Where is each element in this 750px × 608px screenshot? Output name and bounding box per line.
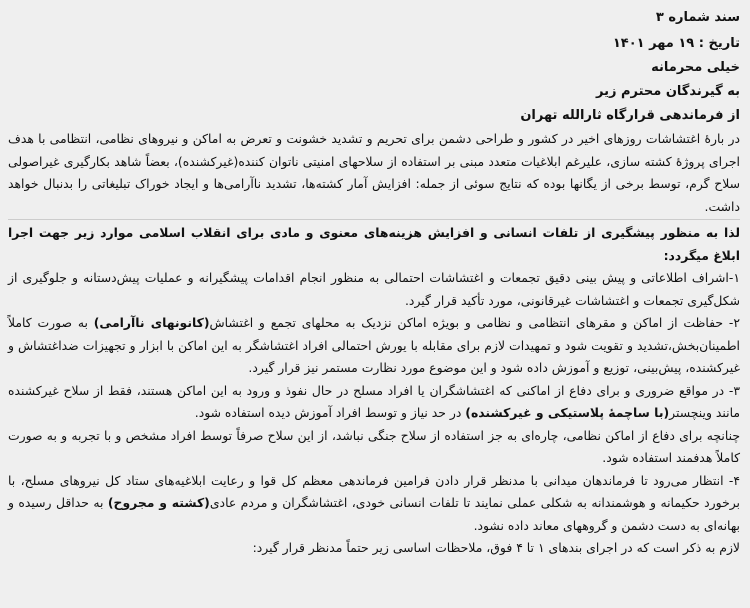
item-3-text-a: ۳- در مواقع ضروری و برای دفاع از اماکنی که اغتشاشگران یا افراد مسلح در حال نفوذ و ورود به این اماکن هستند، فقط از سلاح غیرکشنده مانند وینچستر — [8, 382, 740, 420]
item-4-text-a: ۴- انتظار می‌رود تا فرماندهان میدانی با مدنظر قرار دادن فرامین فرماندهی معظم کل قوا و رعایت ابلاغیه‌های ستاد کل نیروهای مسلح، با برخورد حکیمانه و هوشمندانه به شکلی عملی نمایند تا تلفات انسانی خودی، اغتشاشگران و مردم عادی — [8, 472, 741, 510]
document-date: تاریخ : ۱۹ مهر ۱۴۰۱ — [612, 36, 740, 51]
classification-label: خیلی محرمانه — [651, 60, 740, 75]
closing-line: لازم به ذکر است که در اجرای بندهای ۱ تا ۴ فوق، ملاحظات اساسی زیر حتماً مدنظر قرار گیرد: — [252, 540, 740, 555]
item-4-text-b: به حداقل رسیده و بهانه‌ای به دست دشمن و گروههای معاند داده نشود. — [8, 495, 740, 533]
item-3-note: چنانچه برای دفاع از اماکن نظامی، چاره‌ای به جز استفاده از سلاح جنگی نباشد، از این سلاح صرفاً توسط افراد مشخص و با تجربه و به صورت کاملاً هدفمند استفاده شود. — [8, 427, 740, 465]
item-4 — [8, 470, 740, 538]
item-2-text-a: ۲- حفاظت از اماکن و مقرهای انتظامی و نظامی و بویژه اماکن نزدیک به محلهای تجمع و اغتشاش — [209, 315, 741, 330]
item-2-text-b: به صورت کاملاً اطمینان‌بخش،تشدید و تقویت شود و تمهیدات لازم برای مقابله با یورش احتمالی افراد اغتشاشگر به این اماکن با ابزار و تجهیزات ضداغتشاش و غیرکشنده، پیش‌بینی، توزیع و آموزش داده شود و این موضوع مورد نظارت مستمر نیز قرار گیرد. — [8, 315, 740, 375]
document-number: سند شماره ۳ — [655, 10, 740, 25]
item-4-emphasis: (کشته و مجروح) — [107, 495, 210, 510]
item-3 — [8, 380, 740, 425]
sender-line: از فرماندهی قرارگاه ثارالله تهران — [520, 108, 740, 123]
item-3-emphasis: (با ساچمهٔ پلاستیکی و غیرکشنده) — [465, 405, 670, 420]
item-2 — [8, 312, 740, 380]
intro-paragraph: در بارهٔ اغتشاشات روزهای اخیر در کشور و طراحی دشمن برای تحریم و تشدید خشونت و تعرض به اماکن و نیروهای نظامی، انتظامی با هدف اجرای پروژهٔ کشته سازی، علیرغم ابلاغیات متعدد مبنی بر استفاده از سلاحهای امنیتی ناتوان کننده(غیرکشنده)، بعضاً شاهد بکارگیری غیراصولی سلاح گرم، توسط برخی از یگانها بوده که نتایج سوئی از جمله: افزایش آمار کشته‌ها، تشدید ناآرامی‌ها و ایجاد خوراک تبلیغاتی را بدنبال خواهد داشت. — [8, 131, 740, 214]
item-2-emphasis: (کانونهای ناآرامی) — [93, 315, 210, 330]
item-3-text-b: در حد نیاز و توسط افراد آموزش دیده استفاده شود. — [194, 405, 466, 420]
item-1: ۱-اشراف اطلاعاتی و پیش بینی دقیق تجمعات و اغتشاشات احتمالی به منظور انجام اقدامات پیشگیرانه و عملیات پیش‌دستانه و جلوگیری از شکل‌گیری تجمعات و اغتشاشات غیرقانونی، مورد تأکید قرار گیرد. — [8, 270, 740, 308]
directive-heading: لذا به منظور پیشگیری از تلفات انسانی و افزایش هزینه‌های معنوی و مادی برای انقلاب اسلامی موارد زیر جهت اجرا ابلاغ میگردد: — [8, 225, 740, 263]
recipients-line: به گیرندگان محترم زیر — [595, 84, 740, 99]
divider — [8, 219, 740, 220]
